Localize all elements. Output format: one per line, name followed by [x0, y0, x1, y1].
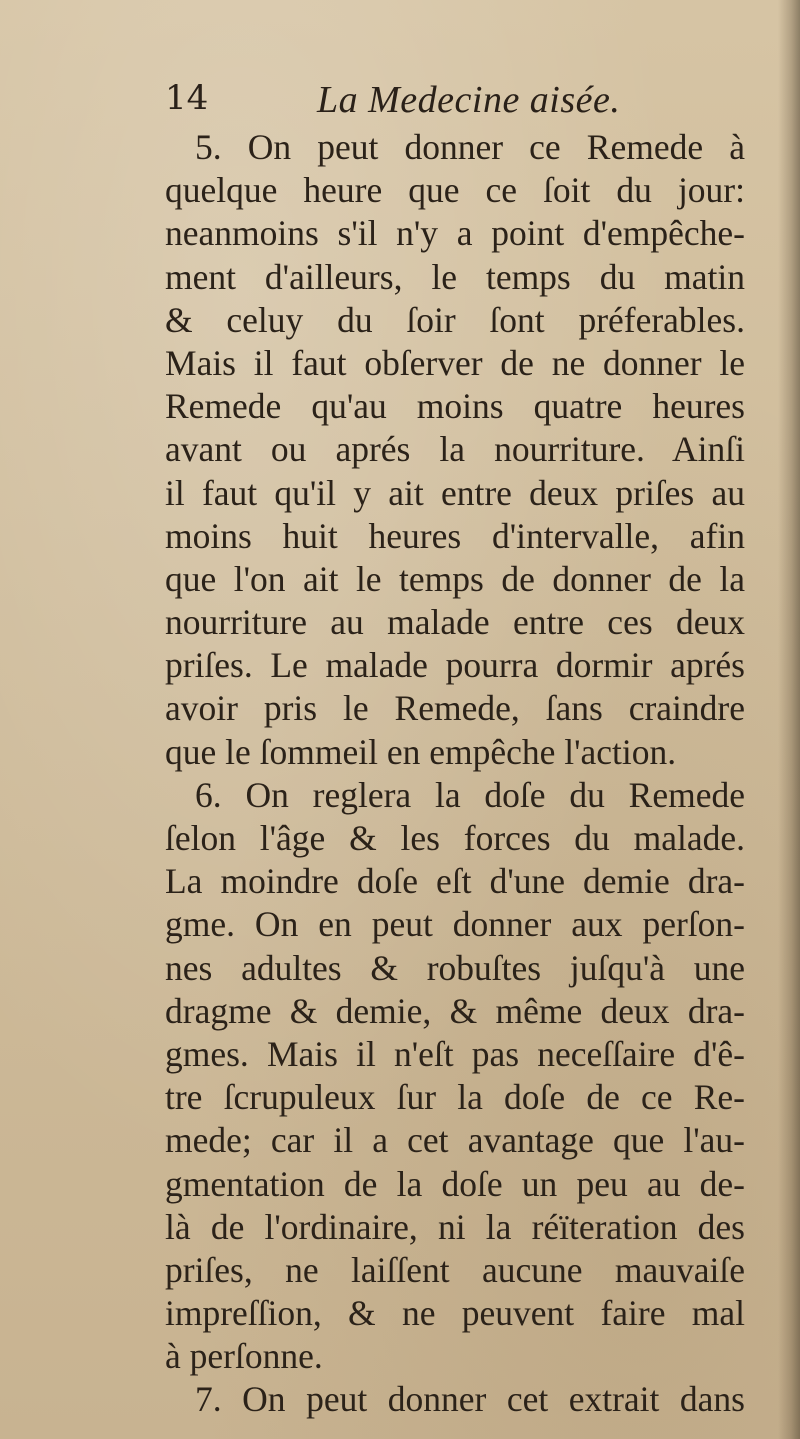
- text-line: là de l'ordinaire, ni la réïteration des: [165, 1206, 745, 1247]
- text-line: gmentation de la doſe un peu au de-: [165, 1163, 745, 1204]
- text-line: 6. On reglera la doſe du Remede: [195, 774, 745, 815]
- running-title: La Medecine aisée.: [317, 79, 621, 121]
- page-header: [165, 78, 745, 128]
- text-line: nourriture au malade entre ces deux: [165, 602, 745, 643]
- text-line: mede; car il a cet avantage que l'au-: [165, 1120, 745, 1161]
- text-line: avoir pris le Remede, ſans craindre: [165, 688, 745, 729]
- text-line: Remede qu'au moins quatre heures: [165, 386, 745, 427]
- text-line: moins huit heures d'intervalle, afin: [165, 515, 745, 556]
- text-line: priſes. Le malade pourra dormir aprés: [165, 645, 745, 686]
- text-line: gmes. Mais il n'eſt pas neceſſaire d'ê-: [165, 1033, 745, 1074]
- text-line: neanmoins s'il n'y a point d'empêche-: [165, 213, 745, 254]
- text-line: nes adultes & robuſtes juſqu'à une: [165, 947, 745, 988]
- text-line: & celuy du ſoir ſont préferables.: [165, 299, 745, 340]
- text-line: priſes, ne laiſſent aucune mauvaiſe: [165, 1249, 745, 1290]
- text-line: ment d'ailleurs, le temps du matin: [165, 256, 745, 297]
- text-line: quelque heure que ce ſoit du jour:: [165, 170, 745, 211]
- text-line: avant ou aprés la nourriture. Ainſi: [165, 429, 745, 470]
- text-line: il faut qu'il y ait entre deux priſes au: [165, 472, 745, 513]
- text-line: Mais il faut obſerver de ne donner le: [165, 342, 745, 383]
- text-line: à perſonne.: [165, 1336, 323, 1377]
- text-line: gme. On en peut donner aux perſon-: [165, 904, 745, 945]
- text-line: 5. On peut donner ce Remede à: [195, 127, 745, 167]
- text-line: ſelon l'âge & les forces du malade.: [165, 818, 745, 858]
- page-number: 14: [165, 78, 209, 118]
- text-line: tre ſcrupuleux ſur la doſe de ce Re-: [165, 1077, 745, 1118]
- text-line: dragme & demie, & même deux dra-: [165, 990, 745, 1031]
- text-line: 7. On peut donner cet extrait dans: [195, 1379, 745, 1420]
- text-line: impreſſion, & ne peuvent faire mal: [165, 1293, 745, 1334]
- body-text: [165, 126, 745, 1422]
- text-line: que l'on ait le temps de donner de la: [165, 558, 745, 599]
- text-line: La moindre doſe eſt d'une demie dra-: [165, 861, 745, 902]
- text-line: que le ſommeil en empêche l'action.: [165, 731, 677, 772]
